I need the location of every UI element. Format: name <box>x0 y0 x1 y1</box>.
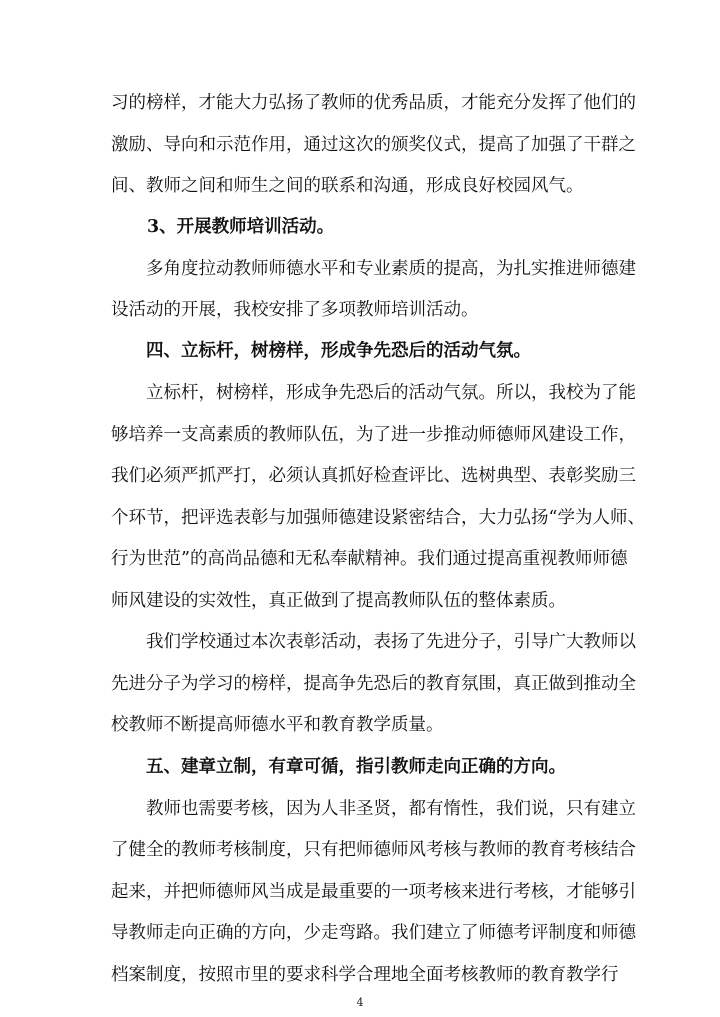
paragraph-line: 导教师走向正确的方向，少走弯路。我们建立了师德考评制度和师德 <box>111 923 636 943</box>
paragraph-line: 先进分子为学习的榜样，提高争先恐后的教育氛围，真正做到推动全 <box>111 674 636 694</box>
page-number: 4 <box>356 996 364 1009</box>
paragraph-line: 多角度拉动教师师德水平和专业素质的提高，为扎实推进师德建 <box>146 259 636 279</box>
section-heading-benchmark: 四、立标杆，树榜样，形成争先恐后的活动气氛。 <box>146 341 531 361</box>
paragraph-line: 校教师不断提高师德水平和教育教学质量。 <box>111 715 444 735</box>
paragraph-line: 行为世范”的高尚品德和无私奉献精神。我们通过提高重视教师师德 <box>111 549 628 569</box>
paragraph-line: 设活动的开展，我校安排了多项教师培训活动。 <box>111 300 479 320</box>
paragraph-line: 教师也需要考核，因为人非圣贤，都有惰性，我们说，只有建立 <box>146 799 636 819</box>
section-heading-training: 3、开展教师培训活动。 <box>147 217 335 237</box>
paragraph-line: 我们必须严抓严打，必须认真抓好检查评比、选树典型、表彰奖励三 <box>111 466 636 486</box>
paragraph-line: 间、教师之间和师生之间的联系和沟通，形成良好校园风气。 <box>111 176 584 196</box>
paragraph-line: 激励、导向和示范作用，通过这次的颁奖仪式，提高了加强了干群之 <box>111 135 636 155</box>
paragraph-line: 起来，并把师德师风当成是最重要的一项考核来进行考核，才能够引 <box>111 882 636 902</box>
paragraph-line: 个环节，把评选表彰与加强师德建设紧密结合，大力弘扬“学为人师、 <box>111 508 645 528</box>
paragraph-line: 档案制度，按照市里的要求科学合理地全面考核教师的教育教学行 <box>111 965 619 985</box>
paragraph-line: 了健全的教师考核制度，只有把师德师风考核与教师的教育考核结合 <box>111 840 636 860</box>
section-heading-regulations: 五、建章立制，有章可循，指引教师走向正确的方向。 <box>146 757 566 777</box>
paragraph-line: 习的榜样，才能大力弘扬了教师的优秀品质，才能充分发挥了他们的 <box>111 93 636 113</box>
paragraph-line: 立标杆，树榜样，形成争先恐后的活动气氛。所以，我校为了能 <box>146 383 636 403</box>
paragraph-line: 师风建设的实效性，真正做到了提高教师队伍的整体素质。 <box>111 591 566 611</box>
paragraph-line: 够培养一支高素质的教师队伍，为了进一步推动师德师风建设工作， <box>111 425 636 445</box>
paragraph-line: 我们学校通过本次表彰活动，表扬了先进分子，引导广大教师以 <box>146 632 636 652</box>
